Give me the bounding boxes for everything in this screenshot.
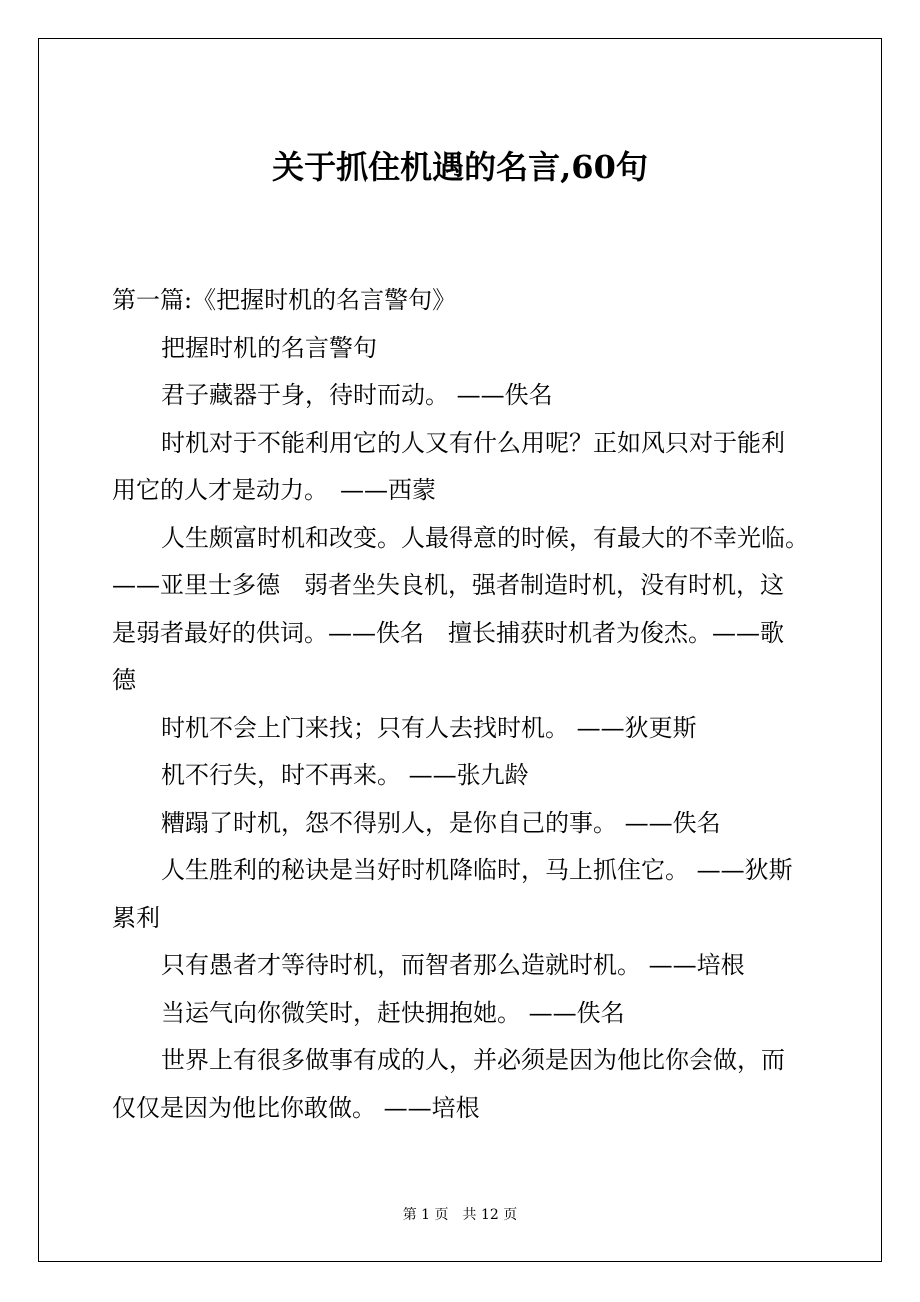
paragraph-line: 世界上有很多做事有成的人，并必须是因为他比你会做，而 xyxy=(161,1046,785,1074)
paragraph-line: 时机对于不能利用它的人又有什么用呢？正如风只对于能利 xyxy=(161,428,785,457)
paragraph-line: 当运气向你微笑时，赶快拥抱她。 ——佚名 xyxy=(161,998,625,1027)
paragraph-line: 糟蹋了时机，怨不得别人，是你自己的事。 ——佚名 xyxy=(161,808,721,837)
paragraph-line: 是弱者最好的供词。——佚名 擅长捕获时机者为俊杰。——歌 xyxy=(112,618,784,647)
paragraph-line: 用它的人才是动力。 ——西蒙 xyxy=(112,476,436,504)
page-number-footer: 第 1 页 共 12 页 xyxy=(402,1207,518,1223)
document-body xyxy=(112,277,812,1132)
section-heading: 第一篇:《把握时机的名言警句》 xyxy=(112,286,457,314)
document-title: 关于抓住机遇的名言,60句 xyxy=(272,148,648,186)
paragraph-line: 机不行失，时不再来。 ——张九龄 xyxy=(161,761,529,789)
paragraph-line: ——亚里士多德 弱者坐失良机，强者制造时机，没有时机，这 xyxy=(112,571,784,599)
paragraph-line: 人生胜利的秘诀是当好时机降临时，马上抓住它。 ——狄斯 xyxy=(161,856,793,884)
paragraph-line: 仅仅是因为他比你敢做。 ——培根 xyxy=(112,1093,480,1122)
paragraph-line: 德 xyxy=(112,666,136,694)
paragraph-line: 把握时机的名言警句 xyxy=(161,333,377,362)
paragraph-line: 人生颇富时机和改变。人最得意的时候，有最大的不幸光临。 xyxy=(161,523,809,552)
paragraph-line: 时机不会上门来找；只有人去找时机。 ——狄更斯 xyxy=(161,713,697,742)
paragraph-line: 君子藏器于身，待时而动。 ——佚名 xyxy=(161,381,553,409)
paragraph-line: 只有愚者才等待时机，而智者那么造就时机。 ——培根 xyxy=(161,951,745,979)
paragraph-line: 累利 xyxy=(112,903,160,932)
